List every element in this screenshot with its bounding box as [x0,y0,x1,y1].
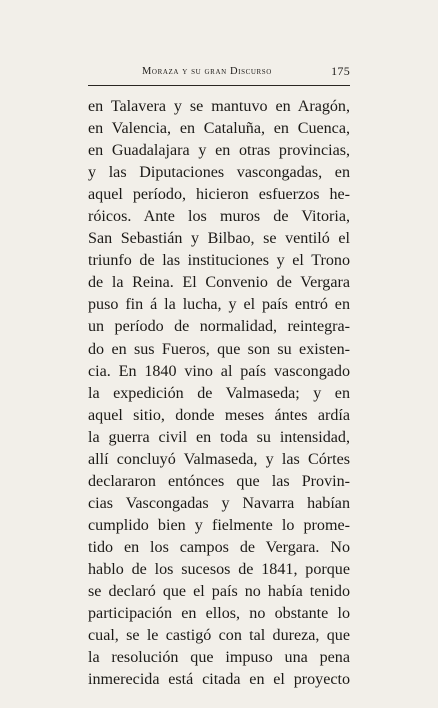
text-line: la guerra civil en toda su intensidad, [88,428,350,446]
text-line: triunfo de las instituciones y el Trono [88,252,350,270]
text-line: en Guadalajara y en otras provincias, [88,142,350,160]
text-line: allí concluyó Valmaseda, y las Córtes [88,450,350,468]
running-title: Moraza y su gran Discurso [142,66,272,77]
text-line: cia. En 1840 vino al país vascongado [88,362,350,380]
running-head [88,63,350,81]
text-line: participación en ellos, no obstante lo [88,605,350,623]
text-line: se declaró que el país no había tenido [88,583,350,601]
text-line: inmerecida está citada en el proyecto [88,671,350,689]
text-line: declararon entónces que las Provin- [88,472,350,490]
text-line: San Sebastián y Bilbao, se ventiló el [88,230,350,248]
text-line: cumplido bien y fielmente lo prome- [88,516,350,534]
text-line: aquel sitio, donde meses ántes ardía [88,406,350,424]
text-line: la resolución que impuso una pena [88,649,350,667]
text-line: puso fin á la lucha, y el país entró en [88,296,350,314]
text-line: do en sus Fueros, que son su existen- [88,340,350,358]
text-line: cias Vascongadas y Navarra habían [88,494,350,512]
header-rule [88,85,350,86]
text-line: la expedición de Valmaseda; y en [88,384,350,402]
body-text [88,96,350,691]
text-line: de la Reina. El Convenio de Vergara [88,274,350,292]
text-line: aquel período, hicieron esfuerzos he- [88,186,350,204]
text-line: cual, se le castigó con tal dureza, que [88,627,350,645]
text-line: en Valencia, en Cataluña, en Cuenca, [88,120,350,138]
text-line: tido en los campos de Vergara. No [88,538,350,556]
text-line: en Talavera y se mantuvo en Aragón, [88,98,350,115]
text-line: róicos. Ante los muros de Vitoria, [88,208,350,226]
text-line: un período de normalidad, reintegra- [88,318,350,336]
page-number: 175 [331,64,350,78]
text-line: y las Diputaciones vascongadas, en [88,164,350,182]
text-line: hablo de los sucesos de 1841, porque [88,560,350,578]
